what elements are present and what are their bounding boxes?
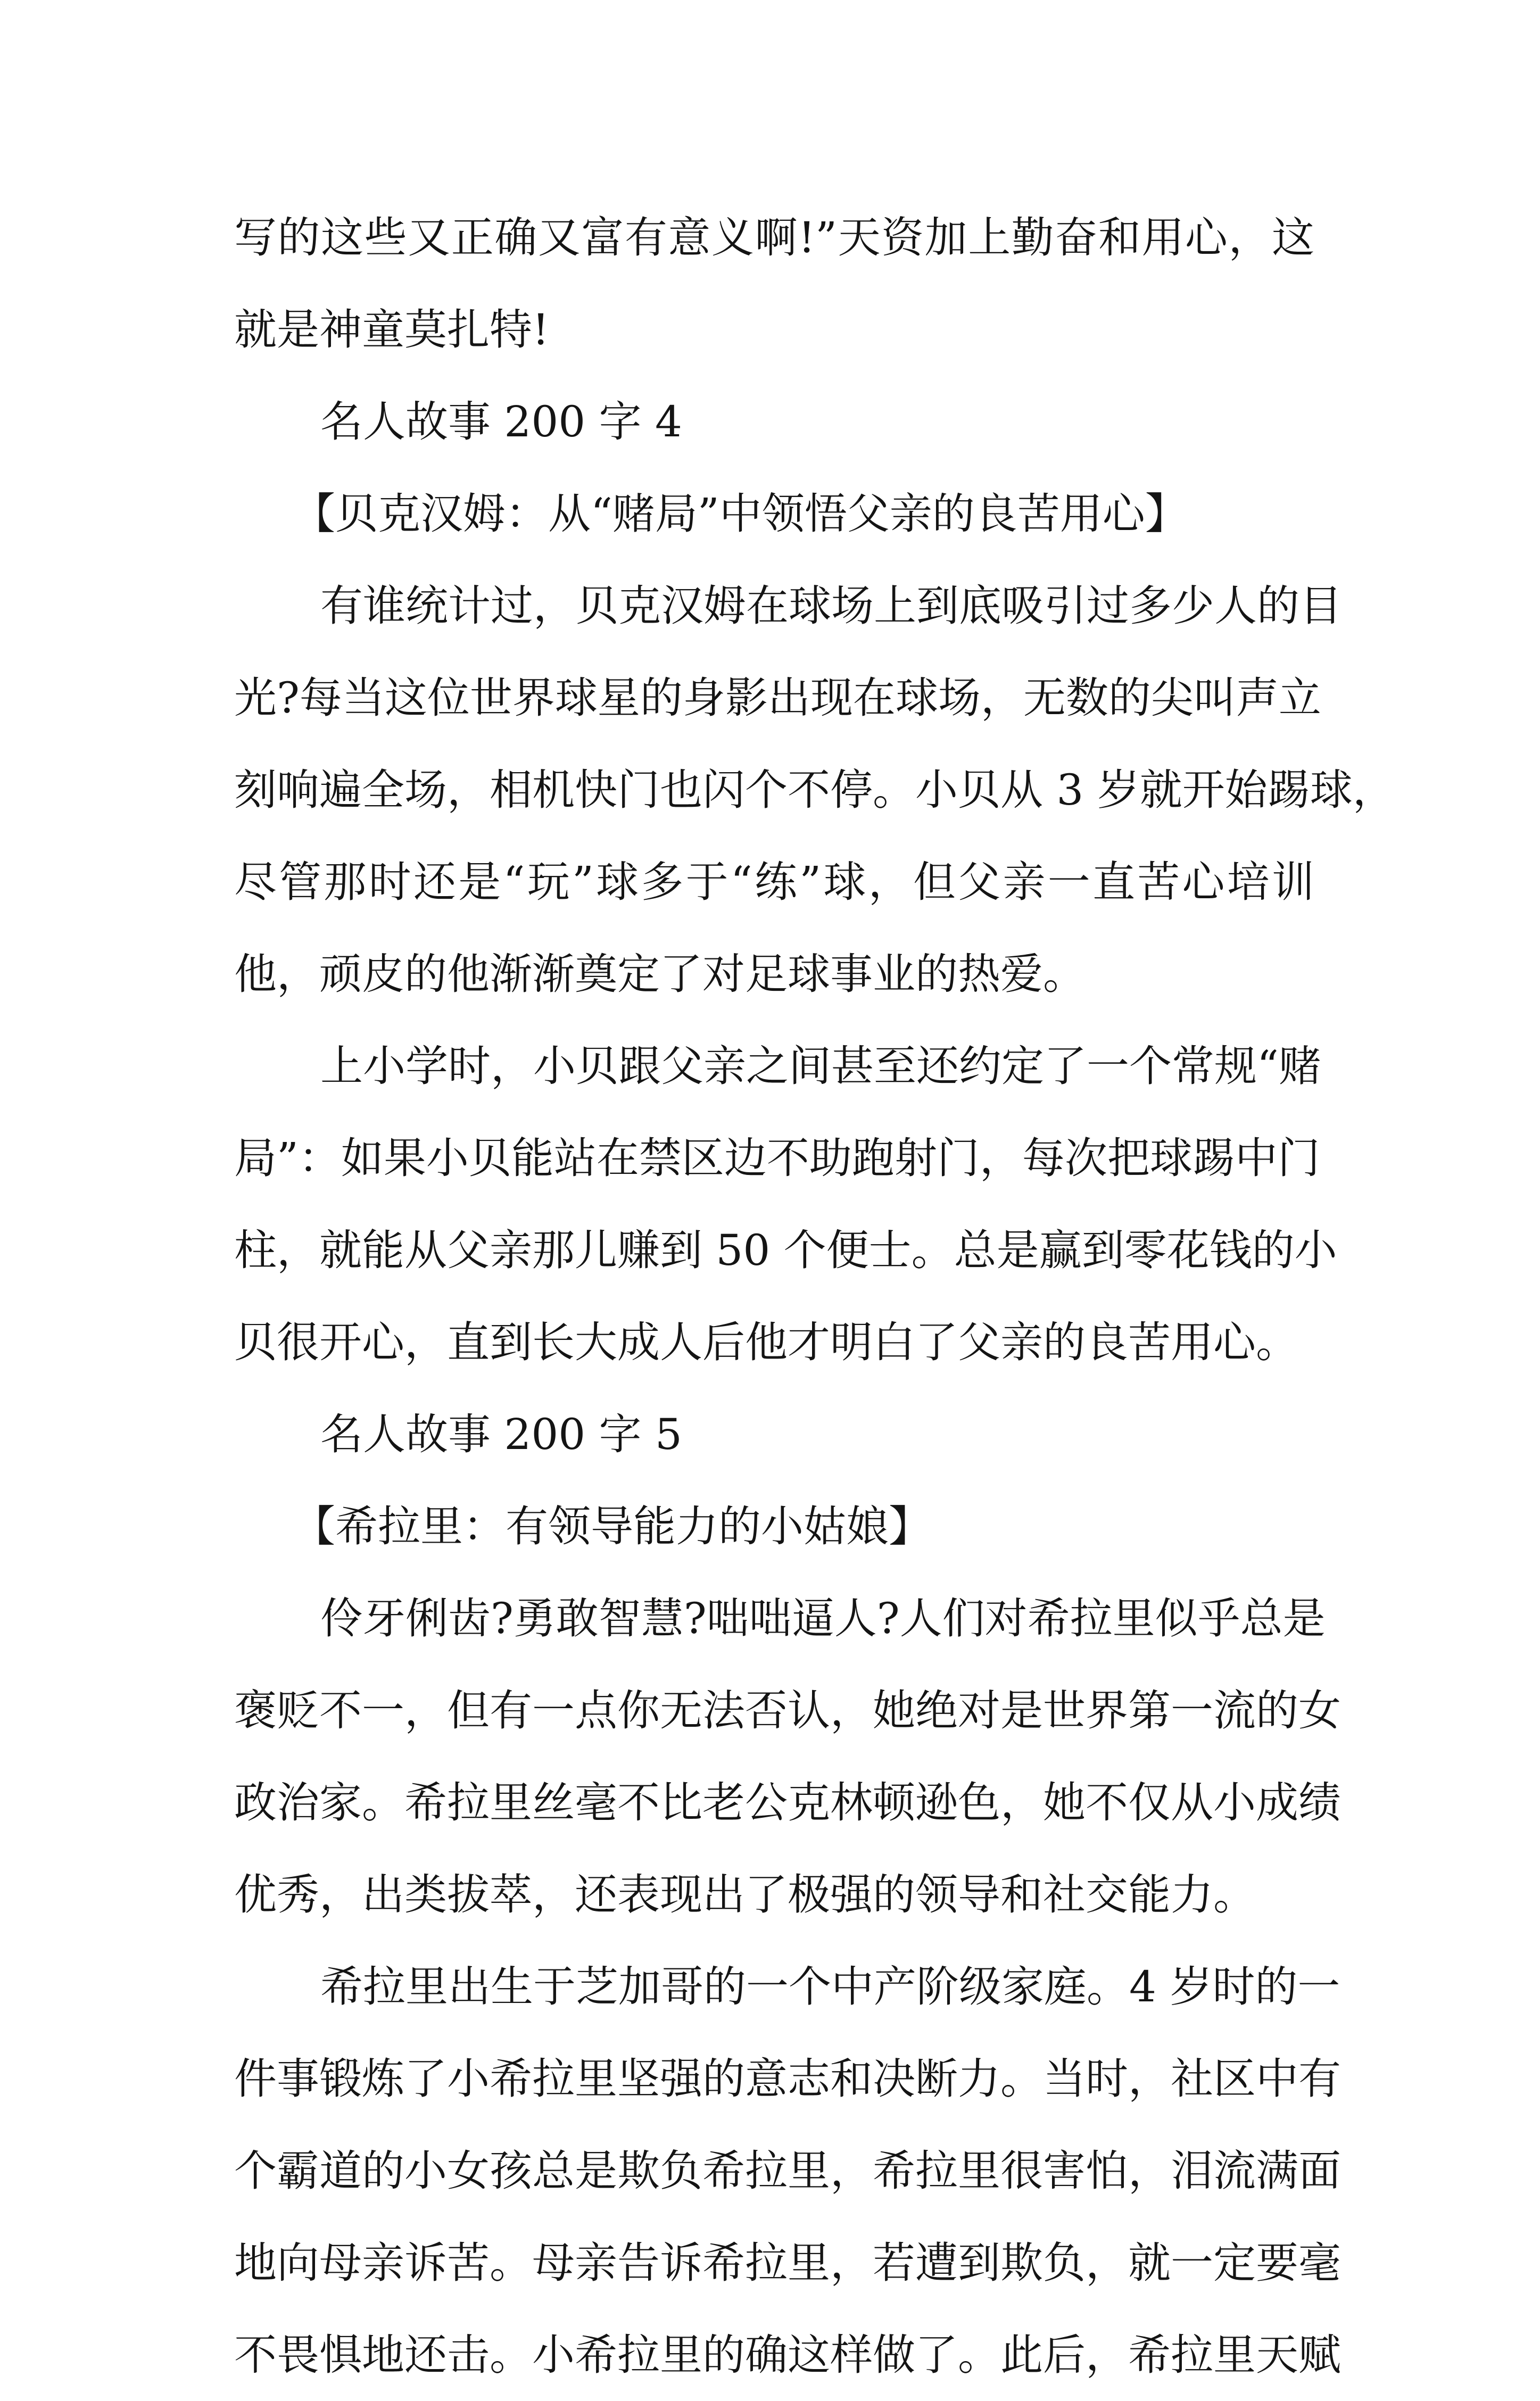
text-line: 刻响遍全场，相机快门也闪个不停。小贝从 3 岁就开始踢球， — [234, 765, 1395, 815]
text-line: 地向母亲诉苦。母亲告诉希拉里，若遭到欺负，就一定要毫 — [234, 2238, 1341, 2288]
text-line: 局”：如果小贝能站在禁区边不助跑射门，每次把球踢中门 — [234, 1133, 1320, 1183]
text-line: 褒贬不一，但有一点你无法否认，她绝对是世界第一流的女 — [234, 1686, 1341, 1735]
text-line: 件事锻炼了小希拉里坚强的意志和决断力。当时，社区中有 — [234, 2054, 1341, 2104]
paragraph-beckham-2 — [234, 1020, 1337, 1388]
text-line: 政治家。希拉里丝毫不比老公克林顿逊色，她不仅从小成绩 — [234, 1778, 1341, 1827]
story-title-hillary — [234, 1480, 1314, 1572]
paragraph-hillary-1 — [234, 1572, 1341, 1941]
text-line: 有谁统计过，贝克汉姆在球场上到底吸引过多少人的目 — [320, 581, 1342, 631]
paragraph-hillary-2 — [234, 1941, 1341, 2401]
paragraph-beckham-1 — [234, 560, 1395, 1020]
story-title: 【贝克汉姆：从“赌局”中领悟父亲的良苦用心】 — [293, 489, 1188, 539]
text-line: 就是神童莫扎特! — [234, 305, 550, 354]
text-line: 优秀，出类拔萃，还表现出了极强的领导和社交能力。 — [234, 1870, 1256, 1919]
text-line: 不畏惧地还击。小希拉里的确这样做了。此后，希拉里天赋 — [234, 2330, 1341, 2380]
section-heading: 名人故事 200 字 5 — [320, 1410, 682, 1459]
text-line: 贝很开心，直到长大成人后他才明白了父亲的良苦用心。 — [234, 1318, 1298, 1367]
text-line: 个霸道的小女孩总是欺负希拉里，希拉里很害怕，泪流满面 — [234, 2146, 1341, 2196]
story-title: 【希拉里：有领导能力的小姑娘】 — [293, 1502, 931, 1551]
text-line: 写的这些又正确又富有意义啊!”天资加上勤奋和用心，这 — [234, 213, 1314, 262]
section-heading: 名人故事 200 字 4 — [320, 397, 682, 446]
text-line: 伶牙俐齿?勇敢智慧?咄咄逼人?人们对希拉里似乎总是 — [320, 1594, 1326, 1643]
story-heading-4 — [234, 376, 1314, 468]
paragraph-mozart-ending — [234, 192, 1314, 376]
text-line: 上小学时，小贝跟父亲之间甚至还约定了一个常规“赌 — [320, 1041, 1321, 1091]
text-line: 尽管那时还是“玩”球多于“练”球，但父亲一直苦心培训 — [234, 857, 1314, 907]
text-line: 柱，就能从父亲那儿赚到 50 个便士。总是赢到零花钱的小 — [234, 1226, 1337, 1275]
text-line: 光?每当这位世界球星的身影出现在球场，无数的尖叫声立 — [234, 673, 1321, 723]
story-heading-5 — [234, 1388, 1314, 1480]
document-body — [234, 192, 1395, 2401]
text-line: 他，顽皮的他渐渐奠定了对足球事业的热爱。 — [234, 949, 1086, 999]
text-line: 希拉里出生于芝加哥的一个中产阶级家庭。4 岁时的一 — [320, 1962, 1340, 2011]
story-title-beckham — [234, 468, 1314, 560]
